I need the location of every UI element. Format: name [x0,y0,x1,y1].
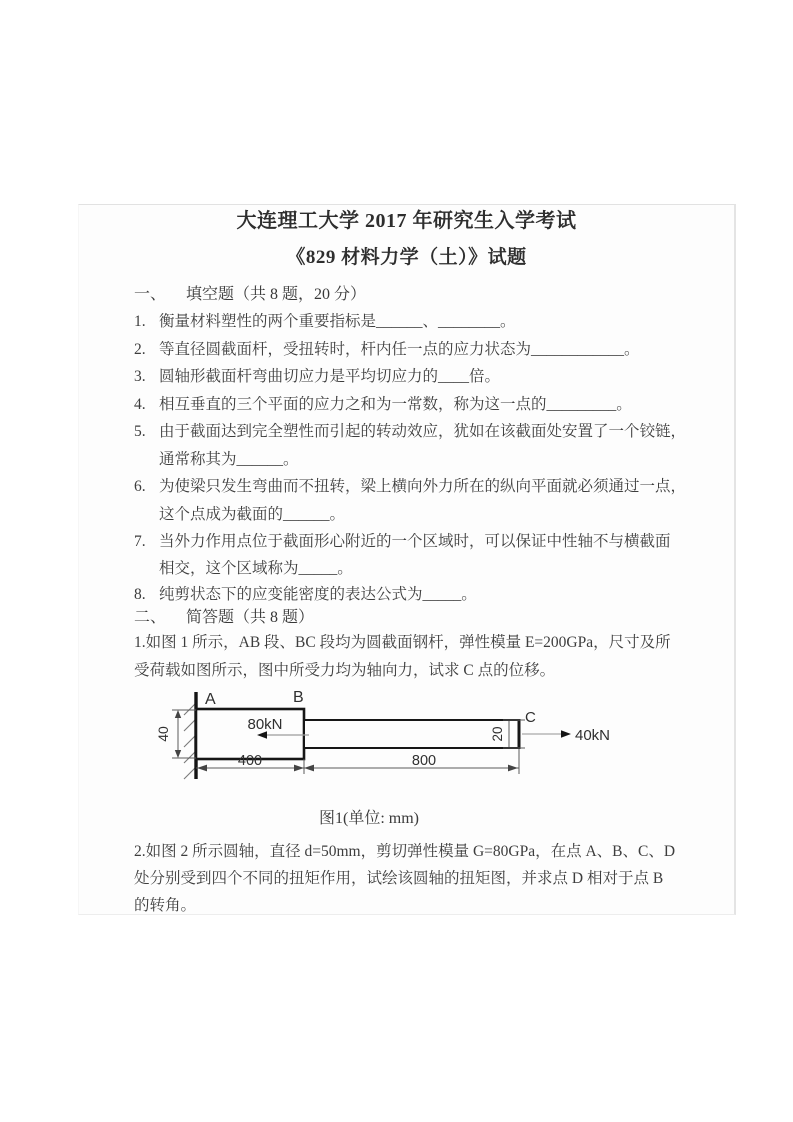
fill-item-1-text: 衡量材料塑性的两个重要指标是______、________。 [159,313,516,330]
fill-item-7-text: 当外力作用点位于截面形心附近的一个区域时，可以保证中性轴不与横截面 [159,533,671,550]
dim-800-label: 800 [411,753,437,769]
force-80kn-label: 80kN [247,716,283,733]
section-short-number: 二、 [134,609,167,626]
label-c: C [525,709,536,726]
fill-item-4 [79,393,789,417]
fill-item-6-number: 6. [134,478,146,495]
section-fill-number: 一、 [134,286,167,303]
q2-line3: 的转角。 [134,897,197,914]
fill-item-4-number: 4. [134,396,146,413]
fill-item-5-text: 由于截面达到完全塑性而引起的转动效应，犹如在该截面处安置了一个铰链， [159,423,687,440]
section-fill-title: 填空题（共 8 题，20 分） [186,286,367,303]
bar-bc [304,720,519,748]
section-heading-short [79,606,789,630]
wall-hatching [184,703,196,779]
fill-item-6-cont: 这个点成为截面的______。 [159,506,346,523]
fill-item-6-text: 为使梁只发生弯曲而不扭转，梁上横向外力所在的纵向平面就必须通过一点， [159,478,687,495]
dim-40-label: 40 [155,726,171,742]
q1-line2: 受荷载如图所示，图中所受力均为轴向力，试求 C 点的位移。 [134,662,556,679]
section-heading-fill [79,283,789,307]
fill-item-1-number: 1. [134,313,146,330]
fill-item-2-number: 2. [134,341,146,358]
exam-page [78,204,736,915]
fill-item-5 [79,420,789,444]
fill-item-5-number: 5. [134,423,146,440]
q2-line2: 处分别受到四个不同的扭矩作用，试绘该圆轴的扭矩图，并求点 D 相对于点 B [134,870,664,887]
fill-item-7-cont: 相交，这个区域称为_____。 [159,560,353,577]
fill-item-5-cont: 通常称其为______。 [159,451,299,468]
fill-item-6 [79,475,789,499]
page-title-line1: 大连理工大学 2017 年研究生入学考试 [236,210,577,232]
figure-caption: 图1(单位: mm) [319,810,419,827]
dim-400-label: 400 [237,753,263,769]
fill-item-1 [79,310,789,334]
fill-item-3-number: 3. [134,368,146,385]
section-short-title: 简答题（共 8 题） [186,609,315,626]
fill-item-2 [79,338,789,362]
fill-item-8-text: 纯剪状态下的应变能密度的表达公式为_____。 [159,586,477,603]
q1-line1: 1.如图 1 所示，AB 段、BC 段均为圆截面钢杆，弹性模量 E=200GPa，尺寸及所 [134,634,671,651]
fill-item-3-text: 圆轴形截面杆弯曲切应力是平均切应力的____倍。 [159,368,501,385]
fill-item-7-number: 7. [134,533,146,550]
page-title-line2: 《829 材料力学（土）》试题 [286,247,527,268]
label-a: A [205,691,216,708]
fill-item-2-text: 等直径圆截面杆，受扭转时，杆内任一点的应力状态为____________。 [159,341,640,358]
figure-1-diagram [141,681,661,803]
force-40kn-label: 40kN [575,727,611,744]
label-b: B [293,689,304,706]
fill-item-8-number: 8. [134,586,146,603]
fill-item-7 [79,530,789,554]
dim-20-label: 20 [490,726,505,742]
fill-item-4-text: 相互垂直的三个平面的应力之和为一常数，称为这一点的_________。 [159,396,632,413]
force-40kn-arrowhead [561,730,571,738]
q2-line1: 2.如图 2 所示圆轴，直径 d=50mm，剪切弹性模量 G=80GPa，在点 A、B、C、D [134,843,676,860]
fill-item-8 [79,583,789,607]
fill-item-3 [79,365,789,389]
